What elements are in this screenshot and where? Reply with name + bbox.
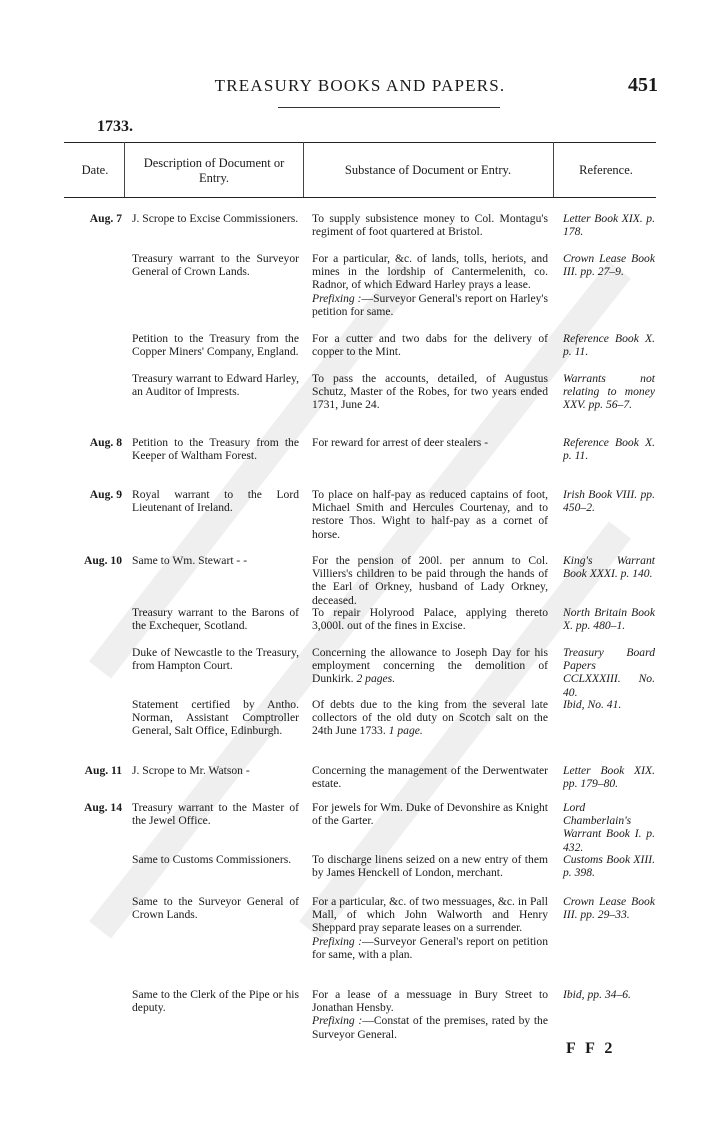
prefixing-label: Prefixing : <box>312 291 362 305</box>
entry-reference: Reference Book X. p. 11. <box>563 332 655 359</box>
column-header-reference: Reference. <box>579 163 633 177</box>
column-separator <box>553 142 554 197</box>
entry-description: Petition to the Treasury from the Copper Miners' Company, England. <box>132 332 299 359</box>
entry-substance: To repair Holyrood Palace, applying thereto 3,000l. out of the fines in Excise. <box>312 606 548 633</box>
column-header-description: Description of Document or Entry. <box>143 156 285 185</box>
entry-date: Aug. 7 <box>89 212 122 225</box>
table-header-top-rule <box>64 142 656 143</box>
signature-mark: F F 2 <box>566 1040 616 1057</box>
entry-reference: North Britain Book X. pp. 480–1. <box>563 606 655 633</box>
entry-reference: Customs Book XIII. p. 398. <box>563 853 655 880</box>
entry-date: Aug. 10 <box>83 554 122 567</box>
entry-reference: Letter Book XIX. pp. 179–80. <box>563 764 655 791</box>
year-heading: 1733. <box>97 118 133 135</box>
page-number: 451 <box>628 74 658 96</box>
entry-substance: For reward for arrest of deer stealers - <box>312 436 489 449</box>
entry-description: Statement certified by Antho. Norman, Assistant Comptroller General, Salt Office, Edinburgh. <box>132 698 299 738</box>
entry-substance: For the pension of 200l. per annum to Col. Villiers's children to be paid through the hands of the Earl of Orkney, husband of Lady Orkney, deceased. <box>312 554 548 607</box>
substance-text: For a particular, &c. of lands, tolls, heriots, and mines in the lordship of Cantermelenith, co. Radnor, of which Edward Harley prays a lease. <box>312 252 548 292</box>
running-head: TREASURY BOOKS AND PAPERS. <box>214 76 506 95</box>
entry-reference: Crown Lease Book III. pp. 29–33. <box>563 895 655 922</box>
entry-reference: Crown Lease Book III. pp. 27–9. <box>563 252 655 279</box>
entry-substance <box>312 646 548 686</box>
substance-text: For a particular, &c. of two messuages, &c. in Pall Mall, of which John Walworth and Henry Sheppard pray separate leases on a surrender. <box>312 895 548 935</box>
entry-description: Same to the Surveyor General of Crown Lands. <box>132 895 299 922</box>
entry-description: Royal warrant to the Lord Lieutenant of Ireland. <box>132 488 299 515</box>
page-count: 1 page. <box>388 724 423 738</box>
entry-description: Same to Wm. Stewart - - <box>132 554 248 567</box>
prefixing-note: —Surveyor General's report on petition for same, with a plan. <box>312 934 548 961</box>
page-count: 2 pages. <box>356 672 396 686</box>
entry-reference: Reference Book X. p. 11. <box>563 436 655 463</box>
entry-substance <box>312 698 548 738</box>
column-header-substance: Substance of Document or Entry. <box>344 163 512 177</box>
entry-substance <box>312 252 548 318</box>
entry-description: Treasury warrant to the Surveyor General of Crown Lands. <box>132 252 299 279</box>
prefixing-note: —Constat of the premises, rated by the Surveyor General. <box>312 1014 548 1041</box>
substance-text: Of debts due to the king from the several late collectors of the old duty on Scotch salt on the 24th June 1733. <box>312 698 548 738</box>
entry-reference: Ibid, No. 41. <box>563 698 622 711</box>
entry-reference: Warrants not relating to money XXV. pp. 56–7. <box>563 372 655 412</box>
entry-reference: King's Warrant Book XXXI. p. 140. <box>563 554 655 581</box>
entry-description: J. Scrope to Mr. Watson - <box>132 764 250 777</box>
entry-description: J. Scrope to Excise Commissioners. <box>132 212 299 225</box>
prefixing-note: —Surveyor General's report on Harley's petition for same. <box>312 291 548 318</box>
entry-date: Aug. 9 <box>89 488 122 501</box>
column-separator <box>124 142 125 197</box>
entry-substance: To supply subsistence money to Col. Montagu's regiment of foot quartered at Bristol. <box>312 212 548 239</box>
prefixing-label: Prefixing : <box>312 934 363 948</box>
head-rule <box>278 107 500 108</box>
entry-substance: To discharge linens seized on a new entry of them by James Henckell of London, merchant. <box>312 853 548 880</box>
entry-reference: Lord Chamberlain's Warrant Book I. p. 432. <box>563 801 655 854</box>
entry-substance: For a cutter and two dabs for the delivery of copper to the Mint. <box>312 332 548 359</box>
column-header-date: Date. <box>81 163 109 177</box>
entry-reference: Ibid, pp. 34–6. <box>563 988 631 1001</box>
table-header-bottom-rule <box>64 197 656 198</box>
entry-date: Aug. 11 <box>84 764 122 777</box>
entry-substance <box>312 895 548 961</box>
entry-description: Same to the Clerk of the Pipe or his deputy. <box>132 988 299 1015</box>
entry-substance: To place on half-pay as reduced captains of foot, Michael Smith and Hercules Courtenay, and to restore Thos. Wight to half-pay as a cornet of horse. <box>312 488 548 541</box>
entry-substance <box>312 988 548 1041</box>
entry-description: Treasury warrant to Edward Harley, an Auditor of Imprests. <box>132 372 299 399</box>
column-separator <box>303 142 304 197</box>
entry-reference: Treasury Board Papers CCLXXXIII. No. 40. <box>563 646 655 699</box>
entry-description: Treasury warrant to the Barons of the Exchequer, Scotland. <box>132 606 299 633</box>
substance-text: Concerning the allowance to Joseph Day for his employment concerning the demolition of Dunkirk. <box>312 646 548 686</box>
prefixing-label: Prefixing : <box>312 1014 363 1028</box>
entry-substance: To pass the accounts, detailed, of Augustus Schutz, Master of the Robes, for two years ended 1731, June 24. <box>312 372 548 412</box>
entry-reference: Irish Book VIII. pp. 450–2. <box>563 488 655 515</box>
entry-substance: Concerning the management of the Derwentwater estate. <box>312 764 548 791</box>
entry-reference: Letter Book XIX. p. 178. <box>563 212 655 239</box>
entry-description: Treasury warrant to the Master of the Jewel Office. <box>132 801 299 828</box>
entry-date: Aug. 14 <box>83 801 122 814</box>
entry-description: Duke of Newcastle to the Treasury, from Hampton Court. <box>132 646 299 673</box>
entry-date: Aug. 8 <box>89 436 122 449</box>
entry-description: Petition to the Treasury from the Keeper of Waltham Forest. <box>132 436 299 463</box>
substance-text: For a lease of a messuage in Bury Street to Jonathan Hensby. <box>312 988 548 1015</box>
entry-description: Same to Customs Commissioners. <box>132 853 292 866</box>
entry-substance: For jewels for Wm. Duke of Devonshire as Knight of the Garter. <box>312 801 548 828</box>
